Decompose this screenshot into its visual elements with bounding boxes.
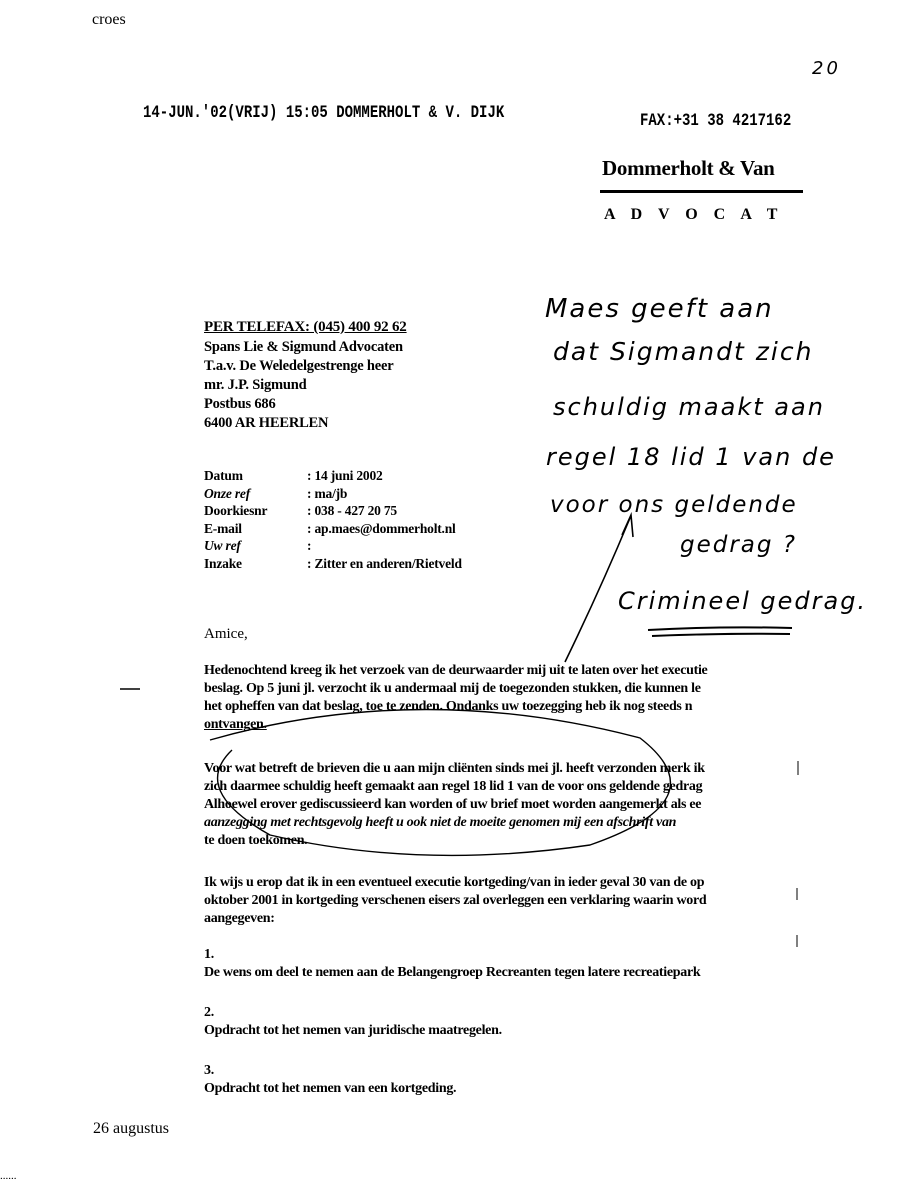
paragraph-line: aangegeven: — [204, 911, 275, 926]
meta-label-doorkiesnr: Doorkiesnr — [204, 503, 268, 519]
paragraph-line: het opheffen van dat beslag, toe te zenden. Ondanks uw toezegging heb ik nog steeds n — [204, 699, 693, 714]
handwritten-line-6: gedrag ? — [680, 532, 798, 558]
firm-tagline: A D V O C A T — [604, 206, 784, 223]
paragraph-line: te doen toekomen. — [204, 833, 308, 848]
telefax-line: PER TELEFAX: (045) 400 92 62 — [204, 319, 407, 335]
list-item — [204, 1062, 808, 1098]
top-left-label: croes — [92, 11, 126, 28]
fax-header-right: FAX:+31 38 4217162 — [640, 111, 792, 131]
paragraph-1 — [204, 662, 808, 734]
handwritten-line-2: dat Sigmandt zich — [553, 337, 814, 366]
handwritten-line-1: Maes geeft aan — [545, 294, 774, 324]
meta-values — [307, 467, 462, 573]
handwritten-line-7: Crimineel gedrag. — [618, 587, 868, 615]
handwritten-arrow — [565, 518, 630, 662]
page-number-mark: 20 — [812, 58, 841, 79]
list-item-number: 3. — [204, 1063, 214, 1078]
meta-value-doorkiesnr: : 038 - 427 20 75 — [307, 503, 397, 519]
recipient-city: 6400 AR HEERLEN — [204, 415, 329, 431]
meta-label-uw-ref: Uw ref — [204, 538, 241, 554]
paragraph-line: ontvangen. — [204, 717, 267, 732]
paragraph-line: beslag. Op 5 juni jl. verzocht ik u andermaal mij de toegezonden stukken, die kunnen le — [204, 681, 701, 696]
paragraph-line: oktober 2001 in kortgeding verschenen eisers zal overleggen een verklaring waarin word — [204, 893, 707, 908]
list-item-text: Opdracht tot het nemen van juridische maatregelen. — [204, 1023, 502, 1038]
recipient-block — [204, 338, 403, 433]
meta-value-inzake: : Zitter en anderen/Rietveld — [307, 555, 462, 571]
paragraph-3 — [204, 874, 808, 928]
meta-label-datum: Datum — [204, 468, 243, 483]
salutation: Amice, — [204, 626, 248, 642]
meta-label-email: E-mail — [204, 520, 242, 536]
paragraph-line: Hedenochtend kreeg ik het verzoek van de deurwaarder mij uit te laten over het executie — [204, 663, 708, 678]
meta-label-onze-ref: Onze ref — [204, 485, 251, 501]
list-item-number: 2. — [204, 1005, 214, 1020]
paragraph-line: zich daarmee schuldig heeft gemaakt aan regel 18 lid 1 van de voor ons geldende gedrag — [204, 779, 703, 794]
paragraph-line: Alhoewel erover gediscussieerd kan worden of uw brief moet worden aangemerkt als ee — [204, 797, 702, 812]
meta-value-uw-ref: : — [307, 538, 312, 554]
meta-value-email: : ap.maes@dommerholt.nl — [307, 520, 456, 536]
recipient-postbus: Postbus 686 — [204, 396, 276, 412]
recipient-name: mr. J.P. Sigmund — [204, 377, 307, 393]
fax-header-left: 14-JUN.'02(VRIJ) 15:05 DOMMERHOLT & V. DIJK — [143, 103, 505, 123]
list-item — [204, 946, 808, 982]
recipient-firm: Spans Lie & Sigmund Advocaten — [204, 339, 403, 355]
footer-dots: ...... — [0, 1170, 17, 1182]
handwritten-underline-2 — [652, 634, 790, 636]
recipient-attention: T.a.v. De Weledelgestrenge heer — [204, 358, 394, 374]
list-item-text: Opdracht tot het nemen van een kortgeding. — [204, 1081, 457, 1096]
meta-value-datum: : 14 juni 2002 — [307, 468, 383, 483]
list-item — [204, 1004, 808, 1040]
handwritten-line-5: voor ons geldende — [550, 492, 798, 518]
paragraph-line: aanzegging met rechtsgevolg heeft u ook niet de moeite genomen mij een afschrift van — [204, 815, 677, 830]
meta-label-inzake: Inzake — [204, 555, 242, 571]
paragraph-line: Voor wat betreft de brieven die u aan mijn cliënten sinds mei jl. heeft verzonden merk ik — [204, 761, 705, 776]
handwritten-line-3: schuldig maakt aan — [553, 393, 825, 421]
handwritten-underline — [648, 627, 792, 630]
paragraph-2 — [204, 760, 808, 850]
list-item-text: De wens om deel te nemen aan de Belangengroep Recreanten tegen latere recreatiepark — [204, 965, 701, 980]
meta-labels — [204, 467, 267, 573]
firm-name: Dommerholt & Van — [602, 156, 775, 180]
footer-date: 26 augustus — [93, 1120, 169, 1137]
handwritten-line-4: regel 18 lid 1 van de — [546, 443, 836, 471]
meta-value-onze-ref: : ma/jb — [307, 485, 348, 501]
paragraph-line: Ik wijs u erop dat ik in een eventueel executie kortgeding/van in ieder geval 30 van de op — [204, 875, 705, 890]
list-item-number: 1. — [204, 947, 214, 962]
